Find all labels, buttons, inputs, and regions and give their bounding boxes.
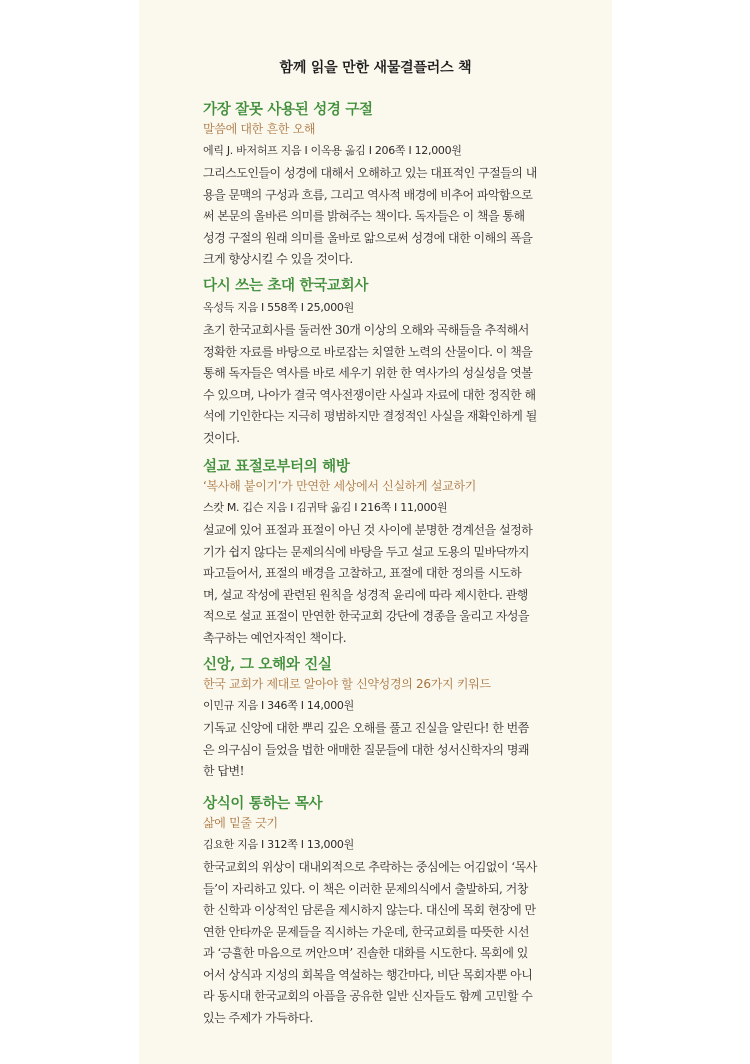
book-description xyxy=(203,857,563,1029)
book-meta: 옥성득 지음 I 558쪽 I 25,000원 xyxy=(203,301,354,314)
description-line: 기가 쉽지 않다는 문제의식에 바탕을 두고 설교 도용의 밑바닥까지 xyxy=(203,544,530,559)
book-entry xyxy=(203,794,563,1029)
book-description xyxy=(203,320,563,449)
description-line: 것이다. xyxy=(203,430,240,445)
description-line: 연한 안타까운 문제들을 직시하는 가운데, 한국교회를 따뜻한 시선 xyxy=(203,924,530,939)
description-line: 그리스도인들이 성경에 대해서 오해하고 있는 대표적인 구절들의 내 xyxy=(203,166,537,180)
book-subtitle: 한국 교회가 제대로 알아야 할 신약성경의 26가지 키워드 xyxy=(203,677,491,691)
book-meta: 김요한 지음 I 312쪽 I 13,000원 xyxy=(203,838,354,851)
description-line: 파고들어서, 표절의 배경을 고찰하고, 표절에 대한 정의를 시도하 xyxy=(203,566,522,580)
description-line: 한 답변! xyxy=(203,764,244,778)
description-line: 있는 주제가 가득하다. xyxy=(203,1010,313,1025)
book-title: 신앙, 그 오해와 진실 xyxy=(203,656,332,673)
description-line: 들’이 자리하고 있다. 이 책은 이러한 문제의식에서 출발하되, 거창 xyxy=(203,881,528,896)
page-title: 함께 읽을 만한 새물결플러스 책 xyxy=(279,60,472,76)
book-description xyxy=(203,718,563,783)
description-line: 과 ‘긍휼한 마음으로 꺼안으며’ 진솔한 대화를 시도한다. 목회에 있 xyxy=(203,946,528,960)
description-line: 수 있으며, 나아가 결국 역사전쟁이란 사실과 자료에 대한 정직한 해 xyxy=(203,387,536,402)
book-subtitle: 말씀에 대한 흔한 오해 xyxy=(203,122,316,136)
book-title: 설교 표절로부터의 해방 xyxy=(203,458,350,475)
book-entry xyxy=(203,100,563,271)
description-line: 은 의구심이 들었을 법한 애매한 질문들에 대한 성서신학자의 명쾌 xyxy=(203,742,530,757)
description-line: 용을 문맥의 구성과 흐름, 그리고 역사적 배경에 비추어 파악함으로 xyxy=(203,187,533,202)
description-line: 크게 향상시킬 수 있을 것이다. xyxy=(203,252,353,266)
book-meta: 에릭 J. 바저허프 지음 I 이옥용 옮김 I 206쪽 I 12,000원 xyxy=(203,144,462,157)
book-title: 상식이 통하는 목사 xyxy=(203,795,323,812)
book-title: 가장 잘못 사용된 성경 구절 xyxy=(203,101,373,118)
description-line: 통해 독자들은 역사를 바로 세우기 위한 한 역사가의 성실성을 엿볼 xyxy=(203,366,533,380)
description-line: 촉구하는 예언자적인 책이다. xyxy=(203,630,347,645)
book-subtitle: ‘복사해 붙이기’가 만연한 세상에서 신실하게 설교하기 xyxy=(203,479,477,493)
description-line: 성경 구절의 원래 의미를 올바로 앎으로써 성경에 대한 이해의 폭을 xyxy=(203,230,533,245)
description-line: 한 신학과 이상적인 담론을 제시하지 않는다. 대신에 목회 현장에 만 xyxy=(203,903,536,917)
description-line: 어서 상식과 지성의 회복을 역설하는 행간마다, 비단 목회자뿐 아니 xyxy=(203,967,533,982)
book-meta: 이민규 지음 I 346쪽 I 14,000원 xyxy=(203,699,354,712)
description-line: 기독교 신앙에 대한 뿌리 깊은 오해를 풀고 진실을 알린다! 한 번쯤 xyxy=(203,721,529,735)
book-subtitle: 삶에 밑줄 긋기 xyxy=(203,816,278,830)
description-line: 적으로 설교 표절이 만연한 한국교회 강단에 경종을 울리고 자성을 xyxy=(203,609,530,623)
book-description xyxy=(203,520,563,649)
book-entry xyxy=(203,655,563,783)
book-meta: 스캇 M. 깁슨 지음 I 김귀탁 옮김 I 216쪽 I 11,000원 xyxy=(203,501,448,514)
book-description xyxy=(203,163,563,271)
description-line: 설교에 있어 표절과 표절이 아닌 것 사이에 분명한 경계선을 설정하 xyxy=(203,523,533,537)
description-line: 정확한 자료를 바탕으로 바로잡는 치열한 노력의 산물이다. 이 책을 xyxy=(203,344,533,359)
description-line: 한국교회의 위상이 대내외적으로 추락하는 중심에는 어김없이 ‘목사 xyxy=(203,860,537,874)
description-line: 초기 한국교회사를 둘러싼 30개 이상의 오해와 곡해들을 추적해서 xyxy=(203,323,529,337)
description-line: 며, 설교 작성에 관련된 원칙을 성경적 윤리에 따라 제시한다. 관행 xyxy=(203,587,528,602)
book-title: 다시 쓰는 초대 한국교회사 xyxy=(203,277,369,294)
catalog-page xyxy=(139,0,612,1064)
description-line: 써 본문의 올바른 의미를 밝혀주는 책이다. 독자들은 이 책을 통해 xyxy=(203,209,525,223)
book-entry xyxy=(203,457,563,649)
description-line: 석에 기인한다는 지극히 평범하지만 결정적인 사실을 재확인하게 될 xyxy=(203,409,537,423)
description-line: 라 동시대 한국교회의 아픔을 공유한 일반 신자들도 함께 고민할 수 xyxy=(203,989,533,1003)
book-entry xyxy=(203,276,563,449)
